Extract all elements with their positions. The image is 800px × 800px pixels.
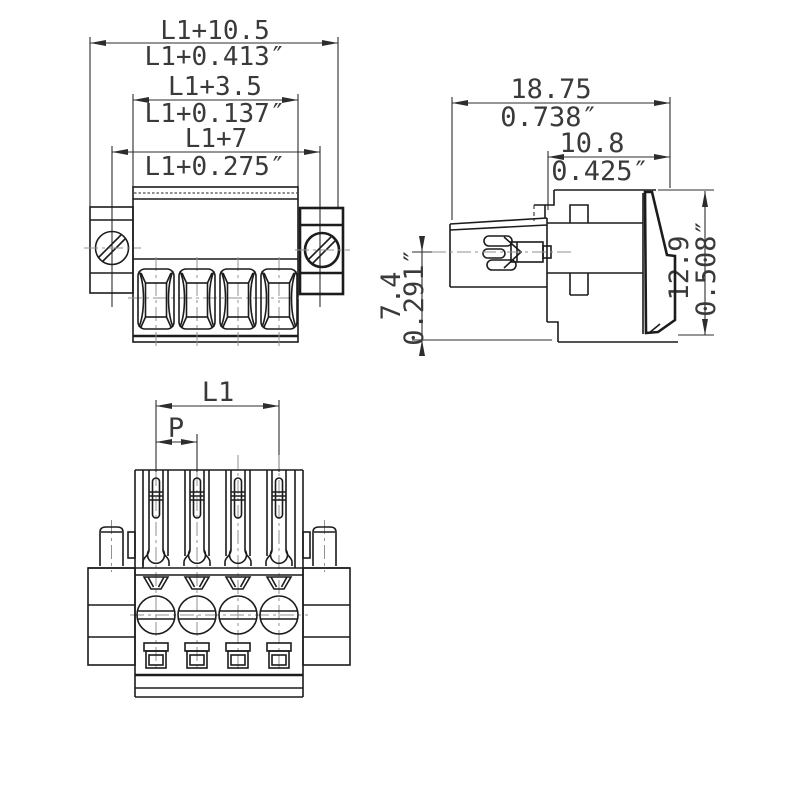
arrowhead — [702, 319, 708, 335]
dim-mm-label: 7.4 — [376, 271, 407, 321]
dim-inch-label: L1+0.137″ — [144, 99, 286, 129]
dim-mm-label: L1+3.5 — [168, 72, 262, 102]
wire-clamps — [144, 643, 291, 668]
plug-body — [545, 190, 678, 342]
screw-flange-right — [295, 208, 350, 294]
dim-inch-label: 0.508″ — [691, 219, 722, 317]
dim-mm-label: 12.9 — [664, 235, 695, 301]
arrowhead — [654, 100, 670, 106]
arrowhead — [90, 40, 106, 46]
arrowhead — [156, 403, 172, 409]
wire-funnels — [144, 577, 291, 589]
side-view — [376, 74, 722, 356]
dim-mm-label: L1+10.5 — [160, 16, 270, 46]
arrowhead — [304, 149, 320, 155]
dim-inch-label: 0.291″ — [399, 248, 430, 346]
front-view-top — [84, 16, 350, 347]
arrowhead — [654, 154, 670, 160]
strain-relief-tab — [534, 205, 545, 218]
face-lines — [88, 568, 350, 697]
terminal-openings — [128, 257, 303, 347]
plug-face — [88, 568, 350, 697]
wire-clamp — [185, 643, 209, 668]
spring-contact — [483, 236, 521, 270]
side-tab-right — [303, 532, 310, 558]
front-view-bottom — [88, 377, 350, 697]
arrowhead — [263, 403, 279, 409]
dim-mm-label: L1+7 — [184, 124, 248, 154]
dim-label: L1 — [201, 377, 235, 408]
wire-clamp — [226, 643, 250, 668]
dim-label: P — [167, 413, 185, 444]
wire-clamp — [267, 643, 291, 668]
dim-mm-label: 10.8 — [559, 128, 625, 159]
side-tab-left — [128, 532, 135, 558]
dim-mm-label: 18.75 — [510, 74, 592, 105]
arrowhead — [702, 191, 708, 207]
dim-inch-label: L1+0.413″ — [144, 42, 286, 72]
dim-inch-label: L1+0.275″ — [144, 152, 286, 182]
housing-lines — [133, 199, 298, 259]
flange-outline — [300, 208, 343, 294]
arrowhead — [322, 40, 338, 46]
arrowhead — [452, 100, 468, 106]
arrowhead — [112, 149, 128, 155]
wire-clamp — [144, 643, 168, 668]
dim-inch-label: 0.425″ — [551, 156, 649, 187]
dim-inch-label: 0.738″ — [500, 102, 598, 133]
